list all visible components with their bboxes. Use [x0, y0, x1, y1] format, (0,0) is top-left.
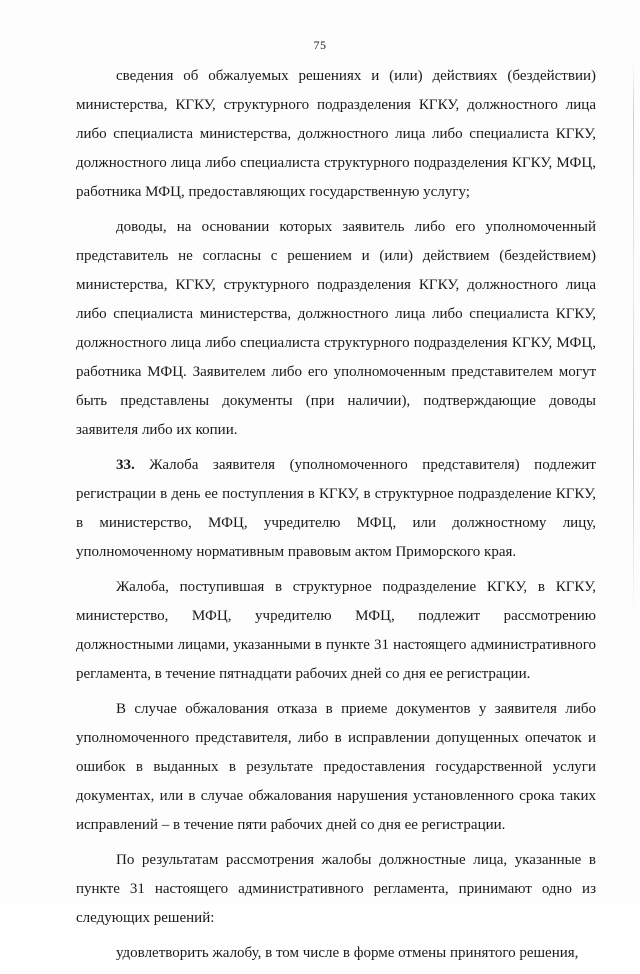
paragraph-text: Жалоба заявителя (уполномоченного представителя) подлежит регистрации в день ее поступления в КГКУ, в структурное подразделение КГКУ, в министерство, МФЦ, учредителю МФЦ, или должностному лицу, уполномоченному нормативным правовым актом Приморского края. — [76, 457, 596, 560]
clause-number: 33. — [116, 457, 135, 473]
paragraph-text: По результатам рассмотрения жалобы должностные лица, указанные в пункте 31 настоящего административного регламента, принимают одно из следующих решений: — [76, 852, 596, 926]
paragraph-appeal-arguments — [76, 213, 596, 445]
paragraph-refusal-term — [76, 695, 596, 840]
paragraph-text: В случае обжалования отказа в приеме документов у заявителя либо уполномоченного представителя, либо в исправлении допущенных опечаток и ошибок в выданных в результате предоставления государственной услуги документах, или в случае обжалования нарушения установленного срока таких исправлений – в течение пяти рабочих дней со дня ее регистрации. — [76, 701, 596, 833]
paragraph-satisfy-appeal — [76, 939, 596, 968]
document-body — [76, 62, 596, 974]
page-number: 75 — [313, 38, 327, 52]
scan-edge-artifact — [633, 60, 634, 620]
paragraph-clause-33 — [76, 451, 596, 567]
paragraph-appeal-subject — [76, 62, 596, 207]
paragraph-review-term — [76, 573, 596, 689]
paragraph-text: удовлетворить жалобу, в том числе в форме отмены принятого решения, — [116, 945, 579, 961]
paragraph-text: доводы, на основании которых заявитель либо его уполномоченный представитель не согласны с решением и (или) действием (бездействием) министерства, КГКУ, структурного подразделения КГКУ, должностного лица либо специалиста министерства, должностного лица либо специалиста КГКУ, должностного лица либо специалиста структурного подразделения КГКУ, МФЦ, работника МФЦ. Заявителем либо его уполномоченным представителем могут быть представлены документы (при наличии), подтверждающие доводы заявителя либо их копии. — [76, 219, 596, 438]
paragraph-text: Жалоба, поступившая в структурное подразделение КГКУ, в КГКУ, министерство, МФЦ, учредителю МФЦ, подлежит рассмотрению должностными лицами, указанными в пункте 31 настоящего административного регламента, в течение пятнадцати рабочих дней со дня ее регистрации. — [76, 579, 596, 682]
paragraph-text: сведения об обжалуемых решениях и (или) действиях (бездействии) министерства, КГКУ, структурного подразделения КГКУ, должностного лица либо специалиста министерства, должностного лица либо специалиста КГКУ, должностного лица либо специалиста структурного подразделения КГКУ, МФЦ, работника МФЦ, предоставляющих государственную услугу; — [76, 68, 596, 200]
paragraph-review-results — [76, 846, 596, 933]
